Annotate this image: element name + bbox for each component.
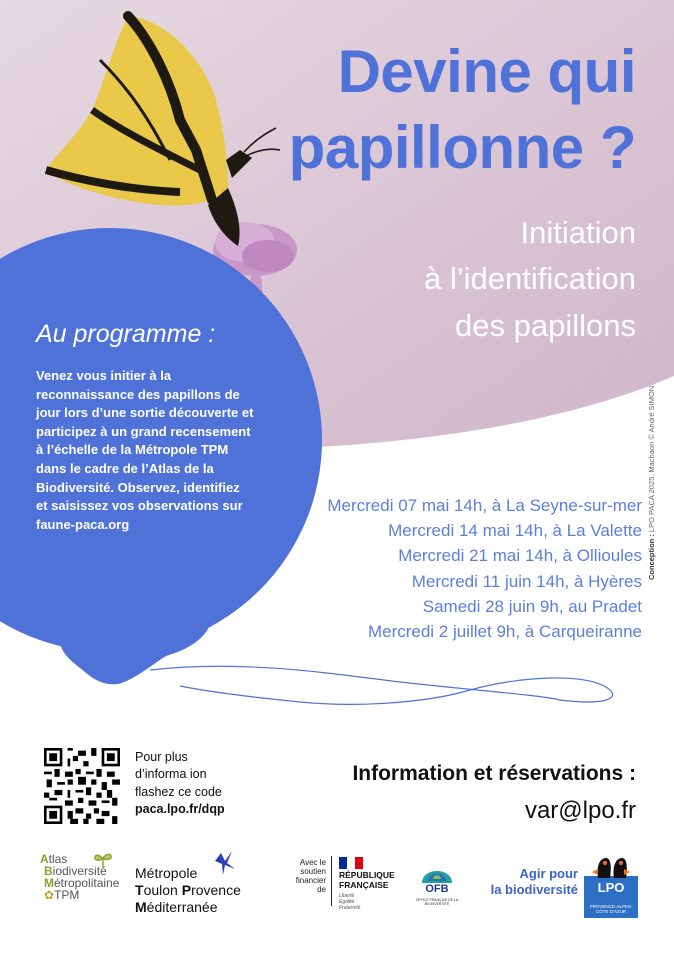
atlas-initial: M: [44, 876, 54, 890]
qr-line-1: Pour plus: [135, 750, 188, 764]
atlas-initial: A: [40, 852, 49, 866]
metropole-tpm-logo: [135, 865, 241, 916]
qr-line-2: d’informa ion: [135, 767, 207, 782]
event-item: Mercredi 07 mai 14h, à La Seyne-sur-mer: [327, 496, 642, 515]
metropole-initial: P: [181, 882, 192, 898]
atlas-initial: B: [44, 864, 53, 878]
credit-label: Conception :: [647, 534, 656, 580]
photo-credit: [647, 386, 656, 580]
event-item: Mercredi 2 juillet 9h, à Carqueiranne: [367, 622, 642, 641]
lpo-region: PROVENCE-ALPES-CÔTE D’AZUR: [589, 904, 633, 914]
info-heading: Information et réservations :: [352, 762, 636, 785]
ofb-name: OFB: [425, 883, 449, 895]
qr-url-link[interactable]: paca.lpo.fr/dqp: [135, 801, 225, 816]
program-description: Venez vous initier à la reconnaissance des papillons de jour lors d’une sortie découverte et participez à un grand recensement à l’échelle de la Métropole TPM dans le cadre de l’Atlas de la Biodiversité. Observez, identifiez et saisissez vos observations sur faune-paca.org: [36, 368, 254, 532]
credit-text: LPO PACA 2025. Machaon © André SIMON: [647, 385, 656, 533]
ofb-subtitle: OFFICE FRANÇAIS DE LA BIODIVERSITÉ: [415, 898, 459, 906]
atlas-word: étropolitaine: [54, 876, 120, 890]
rf-motto: [339, 893, 360, 911]
support-label: Avec le soutien financier de: [295, 858, 326, 894]
atlas-word: TPM: [54, 888, 80, 902]
metropole-line-1: Métropole: [135, 865, 198, 881]
metropole-initial: M: [135, 899, 147, 915]
atlas-biodiversite-logo: [40, 853, 130, 901]
subtitle-line-3: des papillons: [455, 308, 636, 343]
subtitle-line-1: Initiation: [520, 215, 636, 250]
metropole-word: rovence: [191, 882, 241, 898]
metropole-star-icon: [215, 851, 235, 875]
rf-motto-line: Liberté: [339, 893, 355, 899]
event-item: Mercredi 11 juin 14h, à Hyères: [411, 572, 642, 591]
atlas-word: tlas: [48, 852, 68, 866]
event-item: Samedi 28 juin 9h, au Pradet: [422, 597, 642, 616]
metropole-word: éditerranée: [146, 899, 218, 915]
title-line-2: papillonne ?: [288, 114, 636, 181]
marianne-flag-icon: [339, 857, 363, 869]
rf-motto-line: Fraternité: [339, 905, 361, 911]
metropole-initial: T: [135, 882, 144, 898]
logo-divider: [331, 856, 332, 906]
qr-line-3: flashez ce code: [135, 784, 222, 799]
contact-email-link[interactable]: var@lpo.fr: [524, 797, 636, 824]
bee-icon: ✿: [44, 888, 55, 902]
agir-line-1: Agir pour: [519, 866, 578, 881]
rf-line-1: RÉPUBLIQUE: [339, 870, 395, 880]
decorative-curve: [150, 666, 613, 704]
rf-line-2: FRANÇAISE: [339, 879, 389, 890]
title-line-1: Devine qui: [337, 38, 636, 105]
lpo-name: LPO: [597, 880, 625, 895]
rf-motto-line: Égalité: [339, 899, 355, 905]
event-item: Mercredi 21 mai 14h, à Ollioules: [398, 546, 642, 565]
atlas-word: iodiversité: [52, 864, 107, 878]
qr-instructions: [135, 749, 225, 818]
qr-code[interactable]: [44, 748, 120, 824]
metropole-word: oulon: [143, 882, 182, 898]
event-item: Mercredi 14 mai 14h, à La Valette: [388, 521, 642, 540]
program-heading: Au programme :: [36, 320, 216, 348]
agir-line-2: la biodiversité: [490, 882, 578, 897]
republique-francaise-logo: [339, 871, 395, 890]
agir-biodiversite-slogan: [478, 866, 578, 898]
leaf-icon: [92, 851, 114, 869]
subtitle-line-2: à l’identification: [424, 261, 636, 296]
